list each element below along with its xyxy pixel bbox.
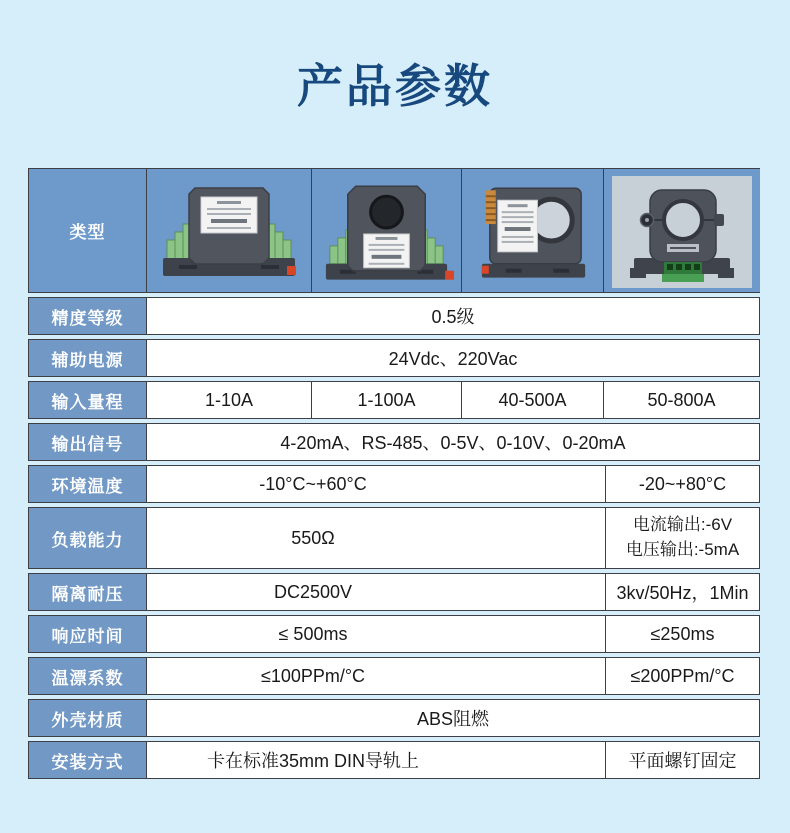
product-photo-cell-1 xyxy=(146,169,311,292)
product-photo-cell-4 xyxy=(603,169,760,292)
row-value: ≤100PPm/°C xyxy=(146,658,605,694)
row-value: 550Ω xyxy=(146,508,605,568)
row-label: 负载能力 xyxy=(29,508,146,568)
row-value: 24Vdc、220Vac xyxy=(146,340,759,376)
row-label: 输出信号 xyxy=(29,424,146,460)
table-row-type xyxy=(28,168,760,293)
row-value: 0.5级 xyxy=(146,298,759,334)
row-label: 输入量程 xyxy=(29,382,146,418)
row-value: ≤250ms xyxy=(605,616,759,652)
row-label: 安装方式 xyxy=(29,742,146,778)
row-label: 外壳材质 xyxy=(29,700,146,736)
row-value: -10°C~+60°C xyxy=(146,466,605,502)
row-value: -20~+80°C xyxy=(605,466,759,502)
row-value: 1-10A xyxy=(146,382,311,418)
row-value: ABS阻燃 xyxy=(146,700,759,736)
row-value: 3kv/50Hz，1Min xyxy=(605,574,759,610)
type-row-label: 类型 xyxy=(29,169,146,292)
row-label: 辅助电源 xyxy=(29,340,146,376)
row-label: 精度等级 xyxy=(29,298,146,334)
table-row-mounting xyxy=(28,741,760,779)
product-photo-cell-3 xyxy=(461,169,603,292)
load-line-voltage: 电压输出:-5mA xyxy=(625,540,740,559)
row-value xyxy=(605,508,759,568)
product-photo-cell-2 xyxy=(311,169,461,292)
row-value: ≤ 500ms xyxy=(146,616,605,652)
table-row-housing-material xyxy=(28,699,760,737)
load-line-current: 电流输出:-6V xyxy=(632,515,733,535)
table-row-temp-drift xyxy=(28,657,760,695)
row-value: 50-800A xyxy=(603,382,759,418)
row-value: 平面螺钉固定 xyxy=(605,742,759,778)
product-spec-table xyxy=(28,168,760,783)
row-label: 环境温度 xyxy=(29,466,146,502)
table-row-aux-power xyxy=(28,339,760,377)
split-core-ct-photo xyxy=(604,170,760,292)
row-label: 隔离耐压 xyxy=(29,574,146,610)
row-value: DC2500V xyxy=(146,574,605,610)
row-value: 4-20mA、RS-485、0-5V、0-10V、0-20mA xyxy=(146,424,759,460)
table-row-accuracy xyxy=(28,297,760,335)
table-row-ambient-temp xyxy=(28,465,760,503)
row-value: 卡在标准35mm DIN导轨上 xyxy=(146,742,605,778)
side-hole-transducer-photo xyxy=(462,170,603,292)
row-value: 40-500A xyxy=(461,382,603,418)
row-value: ≤200PPm/°C xyxy=(605,658,759,694)
hole-type-transmitter-photo xyxy=(312,170,461,292)
table-row-input-range xyxy=(28,381,760,419)
din-rail-transmitter-photo xyxy=(149,170,309,292)
table-row-load-capacity xyxy=(28,507,760,569)
table-row-isolation xyxy=(28,573,760,611)
row-label: 温漂系数 xyxy=(29,658,146,694)
row-value: 1-100A xyxy=(311,382,461,418)
page-title: 产品参数 xyxy=(297,60,493,112)
table-row-output-signal xyxy=(28,423,760,461)
row-label: 响应时间 xyxy=(29,616,146,652)
table-row-response-time xyxy=(28,615,760,653)
